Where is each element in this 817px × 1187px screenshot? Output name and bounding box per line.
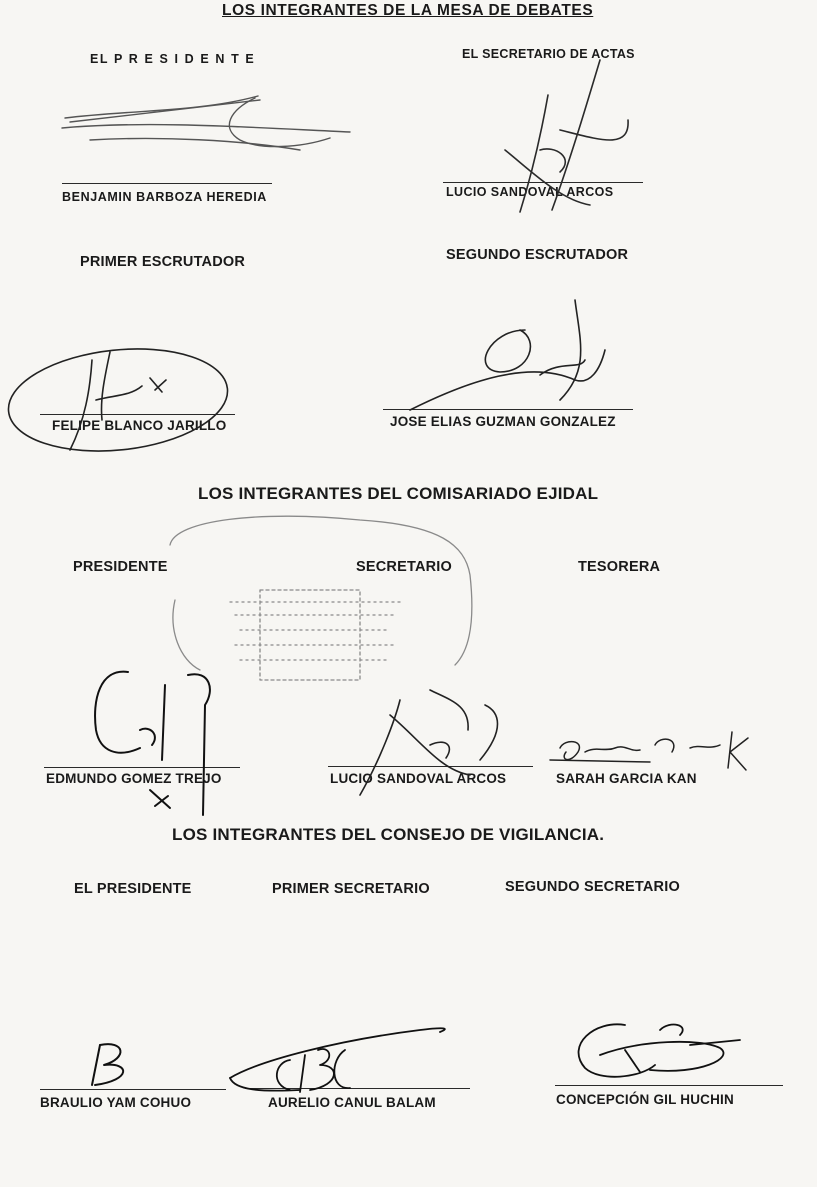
signature-barboza bbox=[62, 96, 350, 150]
comisariado-title: LOS INTEGRANTES DEL COMISARIADO EJIDAL bbox=[198, 484, 599, 503]
vigilancia-presidente-name: BRAULIO YAM COHUO bbox=[40, 1095, 192, 1110]
signature-guzman bbox=[410, 300, 605, 410]
comisariado-secretario-role: SECRETARIO bbox=[356, 559, 452, 575]
mesa-escrutador1-name: FELIPE BLANCO JARILLO bbox=[52, 418, 227, 433]
mesa-debates-title: LOS INTEGRANTES DE LA MESA DE DEBATES bbox=[222, 2, 594, 19]
mesa-presidente-name: BENJAMIN BARBOZA HEREDIA bbox=[62, 190, 267, 204]
ejido-stamp bbox=[170, 516, 472, 680]
vigilancia-secretario1-role: PRIMER SECRETARIO bbox=[272, 881, 430, 897]
signature-blanco bbox=[3, 339, 232, 461]
vigilancia-secretario1-name: AURELIO CANUL BALAM bbox=[268, 1095, 436, 1110]
vigilancia-title: LOS INTEGRANTES DEL CONSEJO DE VIGILANCIA. bbox=[172, 825, 605, 844]
comisariado-presidente-role: PRESIDENTE bbox=[73, 559, 168, 575]
signature-yam bbox=[92, 1044, 123, 1085]
signature-garcia bbox=[550, 732, 748, 770]
mesa-escrutador1-role: PRIMER ESCRUTADOR bbox=[80, 254, 246, 270]
mesa-presidente-role: EL P R E S I D E N T E bbox=[90, 52, 256, 66]
mesa-secretario-name: LUCIO SANDOVAL ARCOS bbox=[446, 185, 614, 199]
signature-sandoval-top bbox=[505, 60, 628, 212]
mesa-escrutador2-role: SEGUNDO ESCRUTADOR bbox=[446, 247, 629, 263]
signature-canul bbox=[230, 1028, 445, 1092]
signature-gil bbox=[579, 1024, 740, 1076]
signature-gomez bbox=[95, 672, 210, 815]
mesa-escrutador2-name: JOSE ELIAS GUZMAN GONZALEZ bbox=[390, 414, 616, 429]
comisariado-tesorera-role: TESORERA bbox=[578, 559, 661, 575]
comisariado-tesorera-name: SARAH GARCIA KAN bbox=[556, 771, 697, 786]
vigilancia-presidente-role: EL PRESIDENTE bbox=[74, 881, 192, 897]
comisariado-presidente-name: EDMUNDO GOMEZ TREJO bbox=[46, 771, 222, 786]
signature-sandoval-mid bbox=[360, 690, 498, 795]
vigilancia-secretario2-name: CONCEPCIÓN GIL HUCHIN bbox=[556, 1092, 734, 1107]
comisariado-secretario-name: LUCIO SANDOVAL ARCOS bbox=[330, 771, 507, 786]
vigilancia-secretario2-role: SEGUNDO SECRETARIO bbox=[505, 879, 680, 895]
mesa-secretario-role: EL SECRETARIO DE ACTAS bbox=[462, 47, 635, 61]
